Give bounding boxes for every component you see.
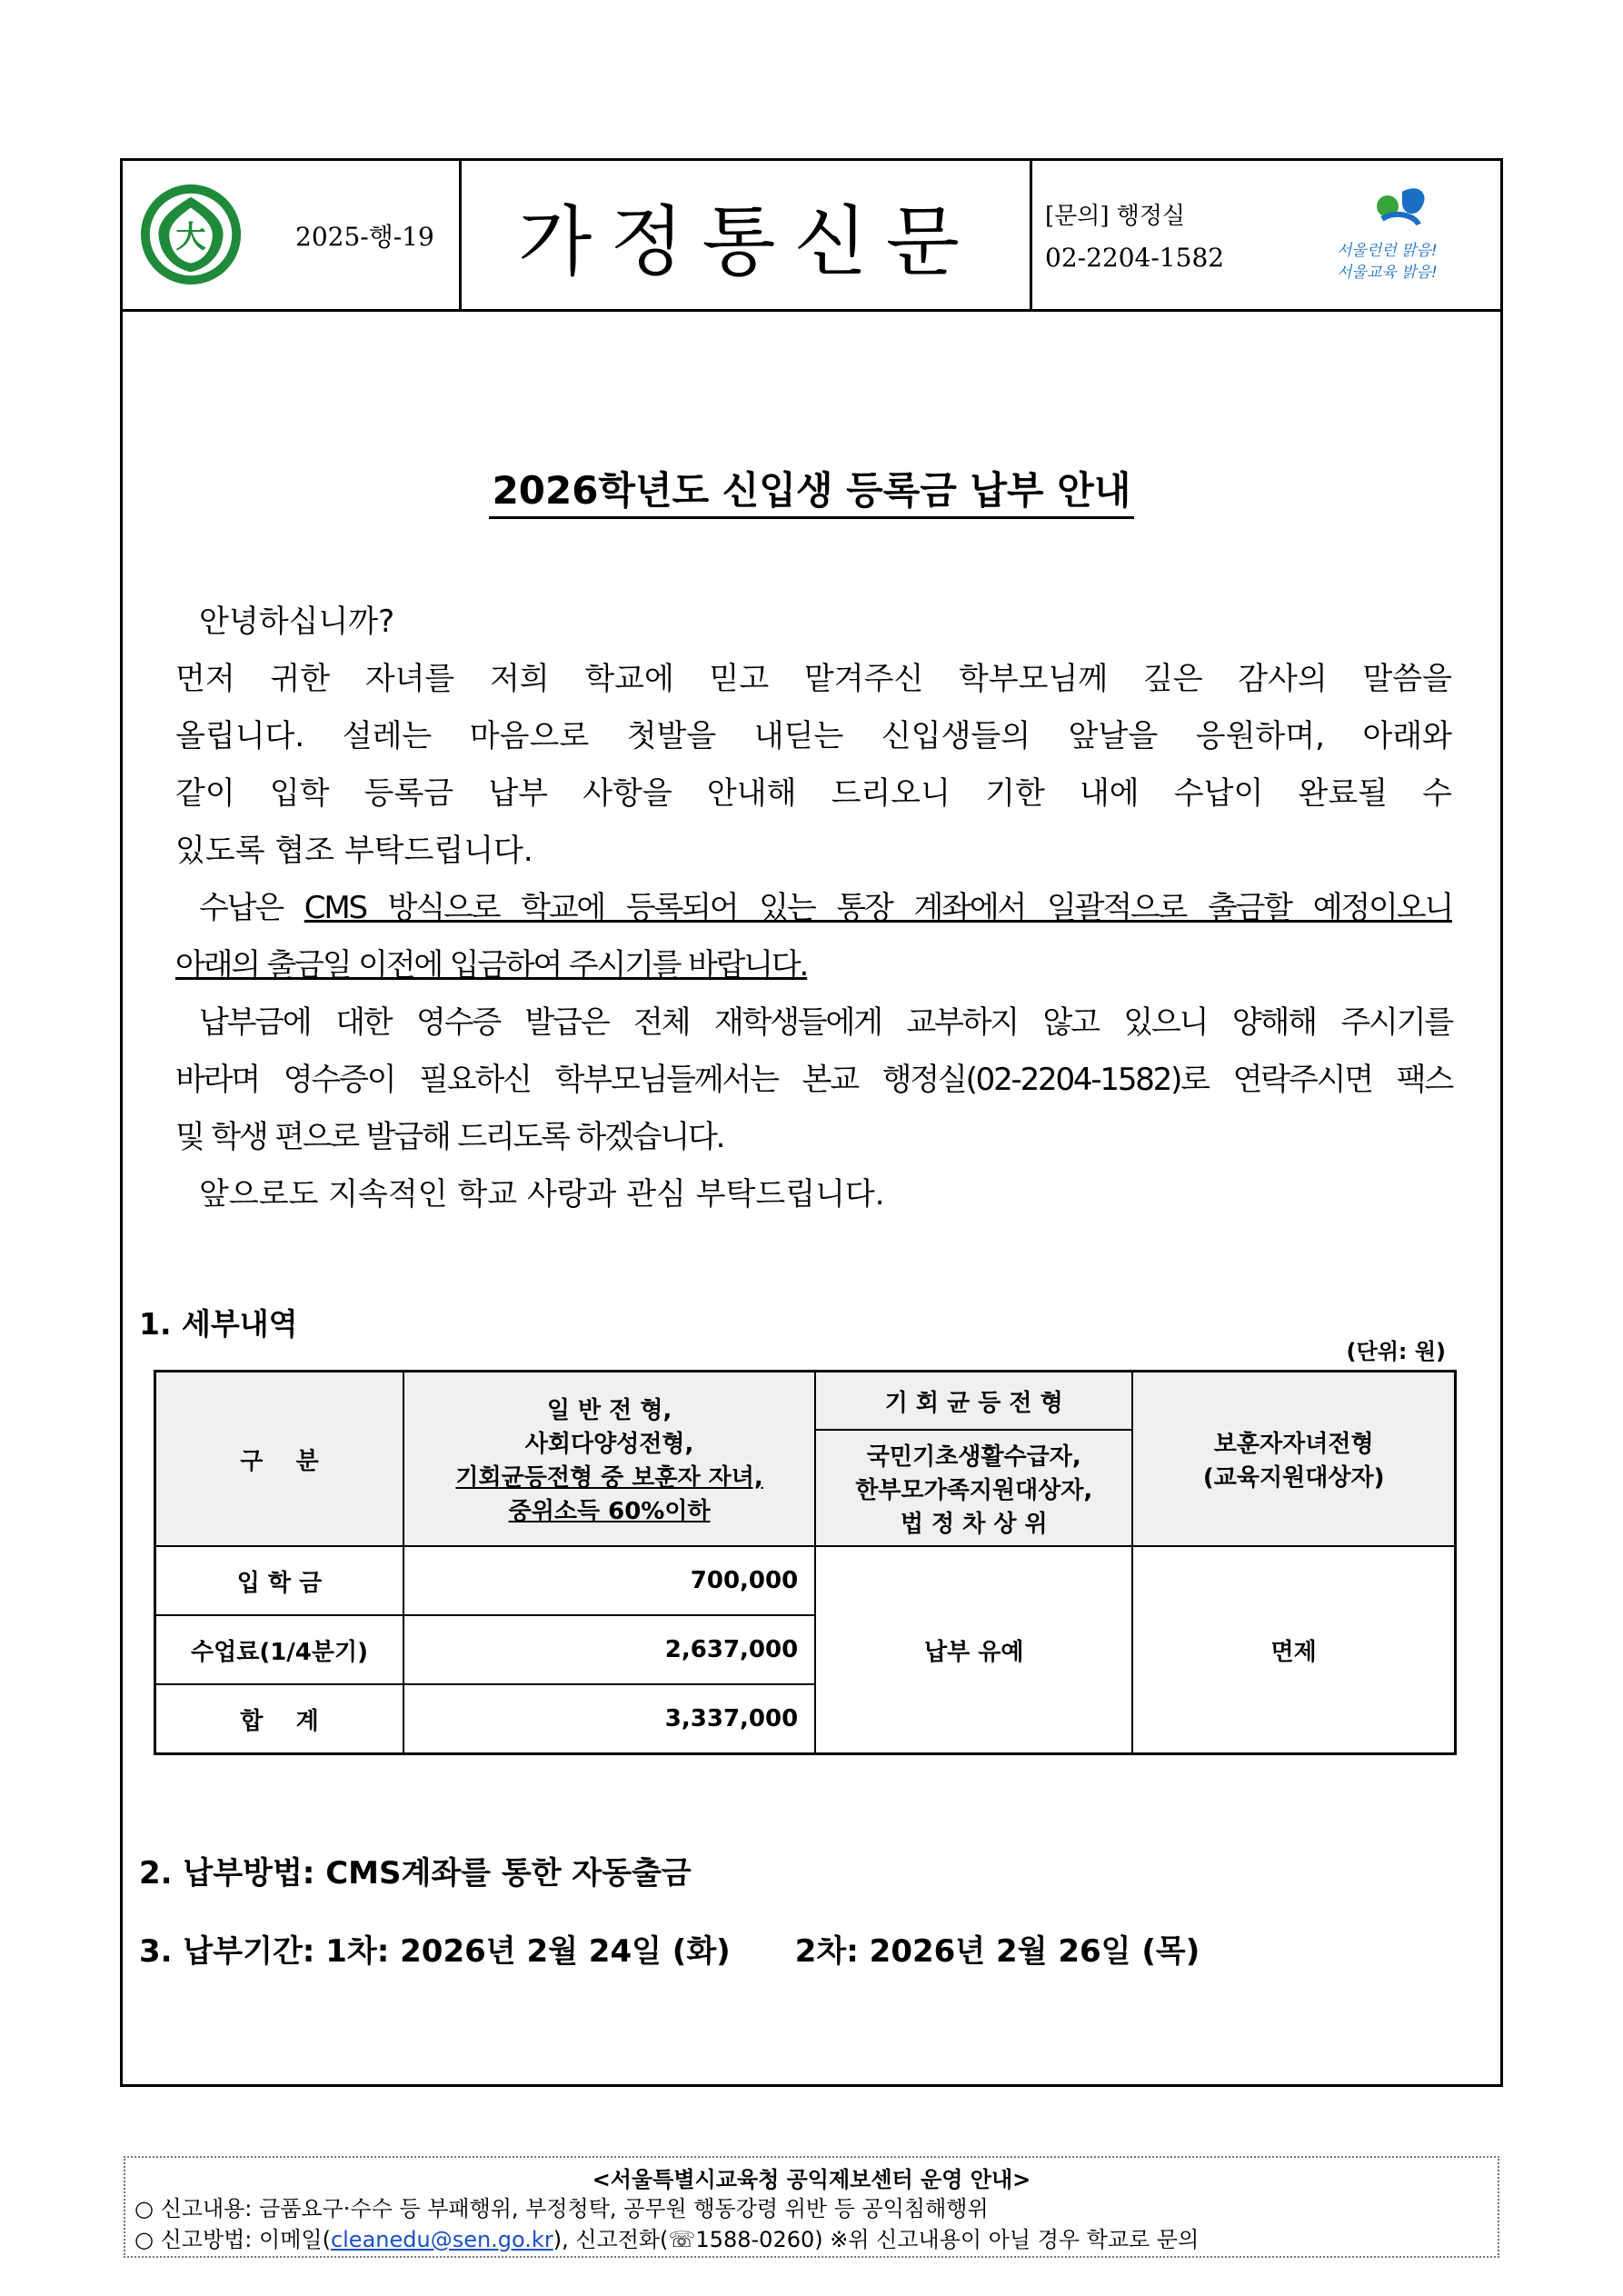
veteran-value: 면제 (1132, 1546, 1455, 1754)
edu-logo-line2: 서울교육 밝음! (1337, 264, 1438, 282)
report-email-link[interactable]: cleanedu@sen.go.kr (330, 2227, 553, 2252)
header-equal-sub: 국민기초생활수급자, 한부모가족지원대상자, 법 정 차 상 위 (815, 1430, 1132, 1546)
section-1-title: 1. 세부내역 (139, 1306, 298, 1342)
paragraph-line: 및 학생 편으로 발급해 드리도록 하겠습니다. (175, 1119, 724, 1155)
paragraph-line: 먼저 귀한 자녀를 저희 학교에 믿고 맡겨주신 학부모님께 깊은 감사의 말씀을 (175, 661, 1452, 697)
footer-line-report-method: ○ 신고방법: 이메일(cleanedu@sen.go.kr), 신고전화(☏1588-0260) ※위 신고내용이 아닐 경우 학교로 문의 (134, 2227, 1200, 2252)
footer-line-report-content: ○ 신고내용: 금품요구·수수 등 부패행위, 부정청탁, 공무원 행동강령 위반 등 공익침해행위 (134, 2196, 989, 2221)
notice-frame (120, 158, 1503, 2087)
paragraph-line: 납부금에 대한 영수증 발급은 전체 재학생들에게 교부하지 않고 있으니 양해해 주시기를 (199, 1004, 1452, 1041)
paragraph-line: 같이 입학 등록금 납부 사항을 안내해 드리오니 기한 내에 수납이 완료될 수 (175, 775, 1452, 812)
paragraph-line: 수납은 CMS 방식으로 학교에 등록되어 있는 통장 계좌에서 일괄적으로 출금할 예정이오니 (199, 890, 1452, 926)
header-veteran: 보훈자자녀전형 (교육지원대상자) (1132, 1372, 1455, 1547)
header (123, 161, 1500, 312)
document-title: 가정통신문 (518, 197, 978, 286)
main-title: 2026학년도 신입생 등록금 납부 안내 (123, 461, 1500, 515)
paragraph-line: 아래의 출금일 이전에 입금하여 주시기를 바랍니다. (175, 947, 808, 983)
row-amount-total: 3,337,000 (403, 1684, 815, 1754)
header-category: 구 분 (155, 1372, 403, 1547)
row-amount-admission: 700,000 (403, 1546, 815, 1615)
document-number: 2025-행-19 (295, 222, 434, 252)
school-emblem-icon (137, 181, 244, 288)
edu-logo-line1: 서울런런 맑음! (1337, 242, 1438, 260)
closing: 앞으로도 지속적인 학교 사랑과 관심 부탁드립니다. (199, 1176, 885, 1213)
header-general: 일 반 전 형, 사회다양성전형, 기회균등전형 중 보훈자 자녀, 중위소득 60%이하 (403, 1372, 815, 1547)
fee-table (154, 1370, 1457, 1755)
row-label-total: 합 계 (155, 1684, 403, 1754)
header-divider (459, 161, 462, 309)
body-text (175, 594, 1452, 1223)
header-equal-opportunity: 기 회 균 등 전 형 (815, 1372, 1132, 1431)
equal-opportunity-value: 납부 유예 (815, 1546, 1132, 1754)
paragraph-line: 올립니다. 설레는 마음으로 첫발을 내딛는 신입생들의 앞날을 응원하며, 아래와 (175, 718, 1452, 754)
whistleblower-notice (124, 2156, 1499, 2258)
paragraph-line: 있도록 협조 부탁드립니다. (175, 833, 533, 869)
row-label-tuition: 수업료(1/4분기) (155, 1615, 403, 1684)
school-emblem-text: 大 (175, 218, 206, 255)
section-2-payment-method: 2. 납부방법: CMS계좌를 통한 자동출금 (139, 1855, 692, 1892)
row-label-admission: 입 학 금 (155, 1546, 403, 1615)
seoul-education-logo-icon (1331, 179, 1468, 288)
contact-phone: 02-2204-1582 (1045, 243, 1225, 273)
row-amount-tuition: 2,637,000 (403, 1615, 815, 1684)
header-divider (1030, 161, 1032, 309)
footer-title: <서울특별시교육청 공익제보센터 운영 안내> (592, 2167, 1031, 2192)
unit-label: (단위: 원) (1346, 1339, 1446, 1364)
section-3-payment-period: 3. 납부기간: 1차: 2026년 2월 24일 (화) 2차: 2026년 2월 26일 (목) (139, 1933, 1200, 1970)
greeting: 안녕하십니까? (199, 604, 395, 640)
paragraph-line: 바라며 영수증이 필요하신 학부모님들께서는 본교 행정실(02-2204-1582)로 연락주시면 팩스 (175, 1062, 1452, 1098)
contact-label: [문의] 행정실 (1045, 203, 1186, 230)
